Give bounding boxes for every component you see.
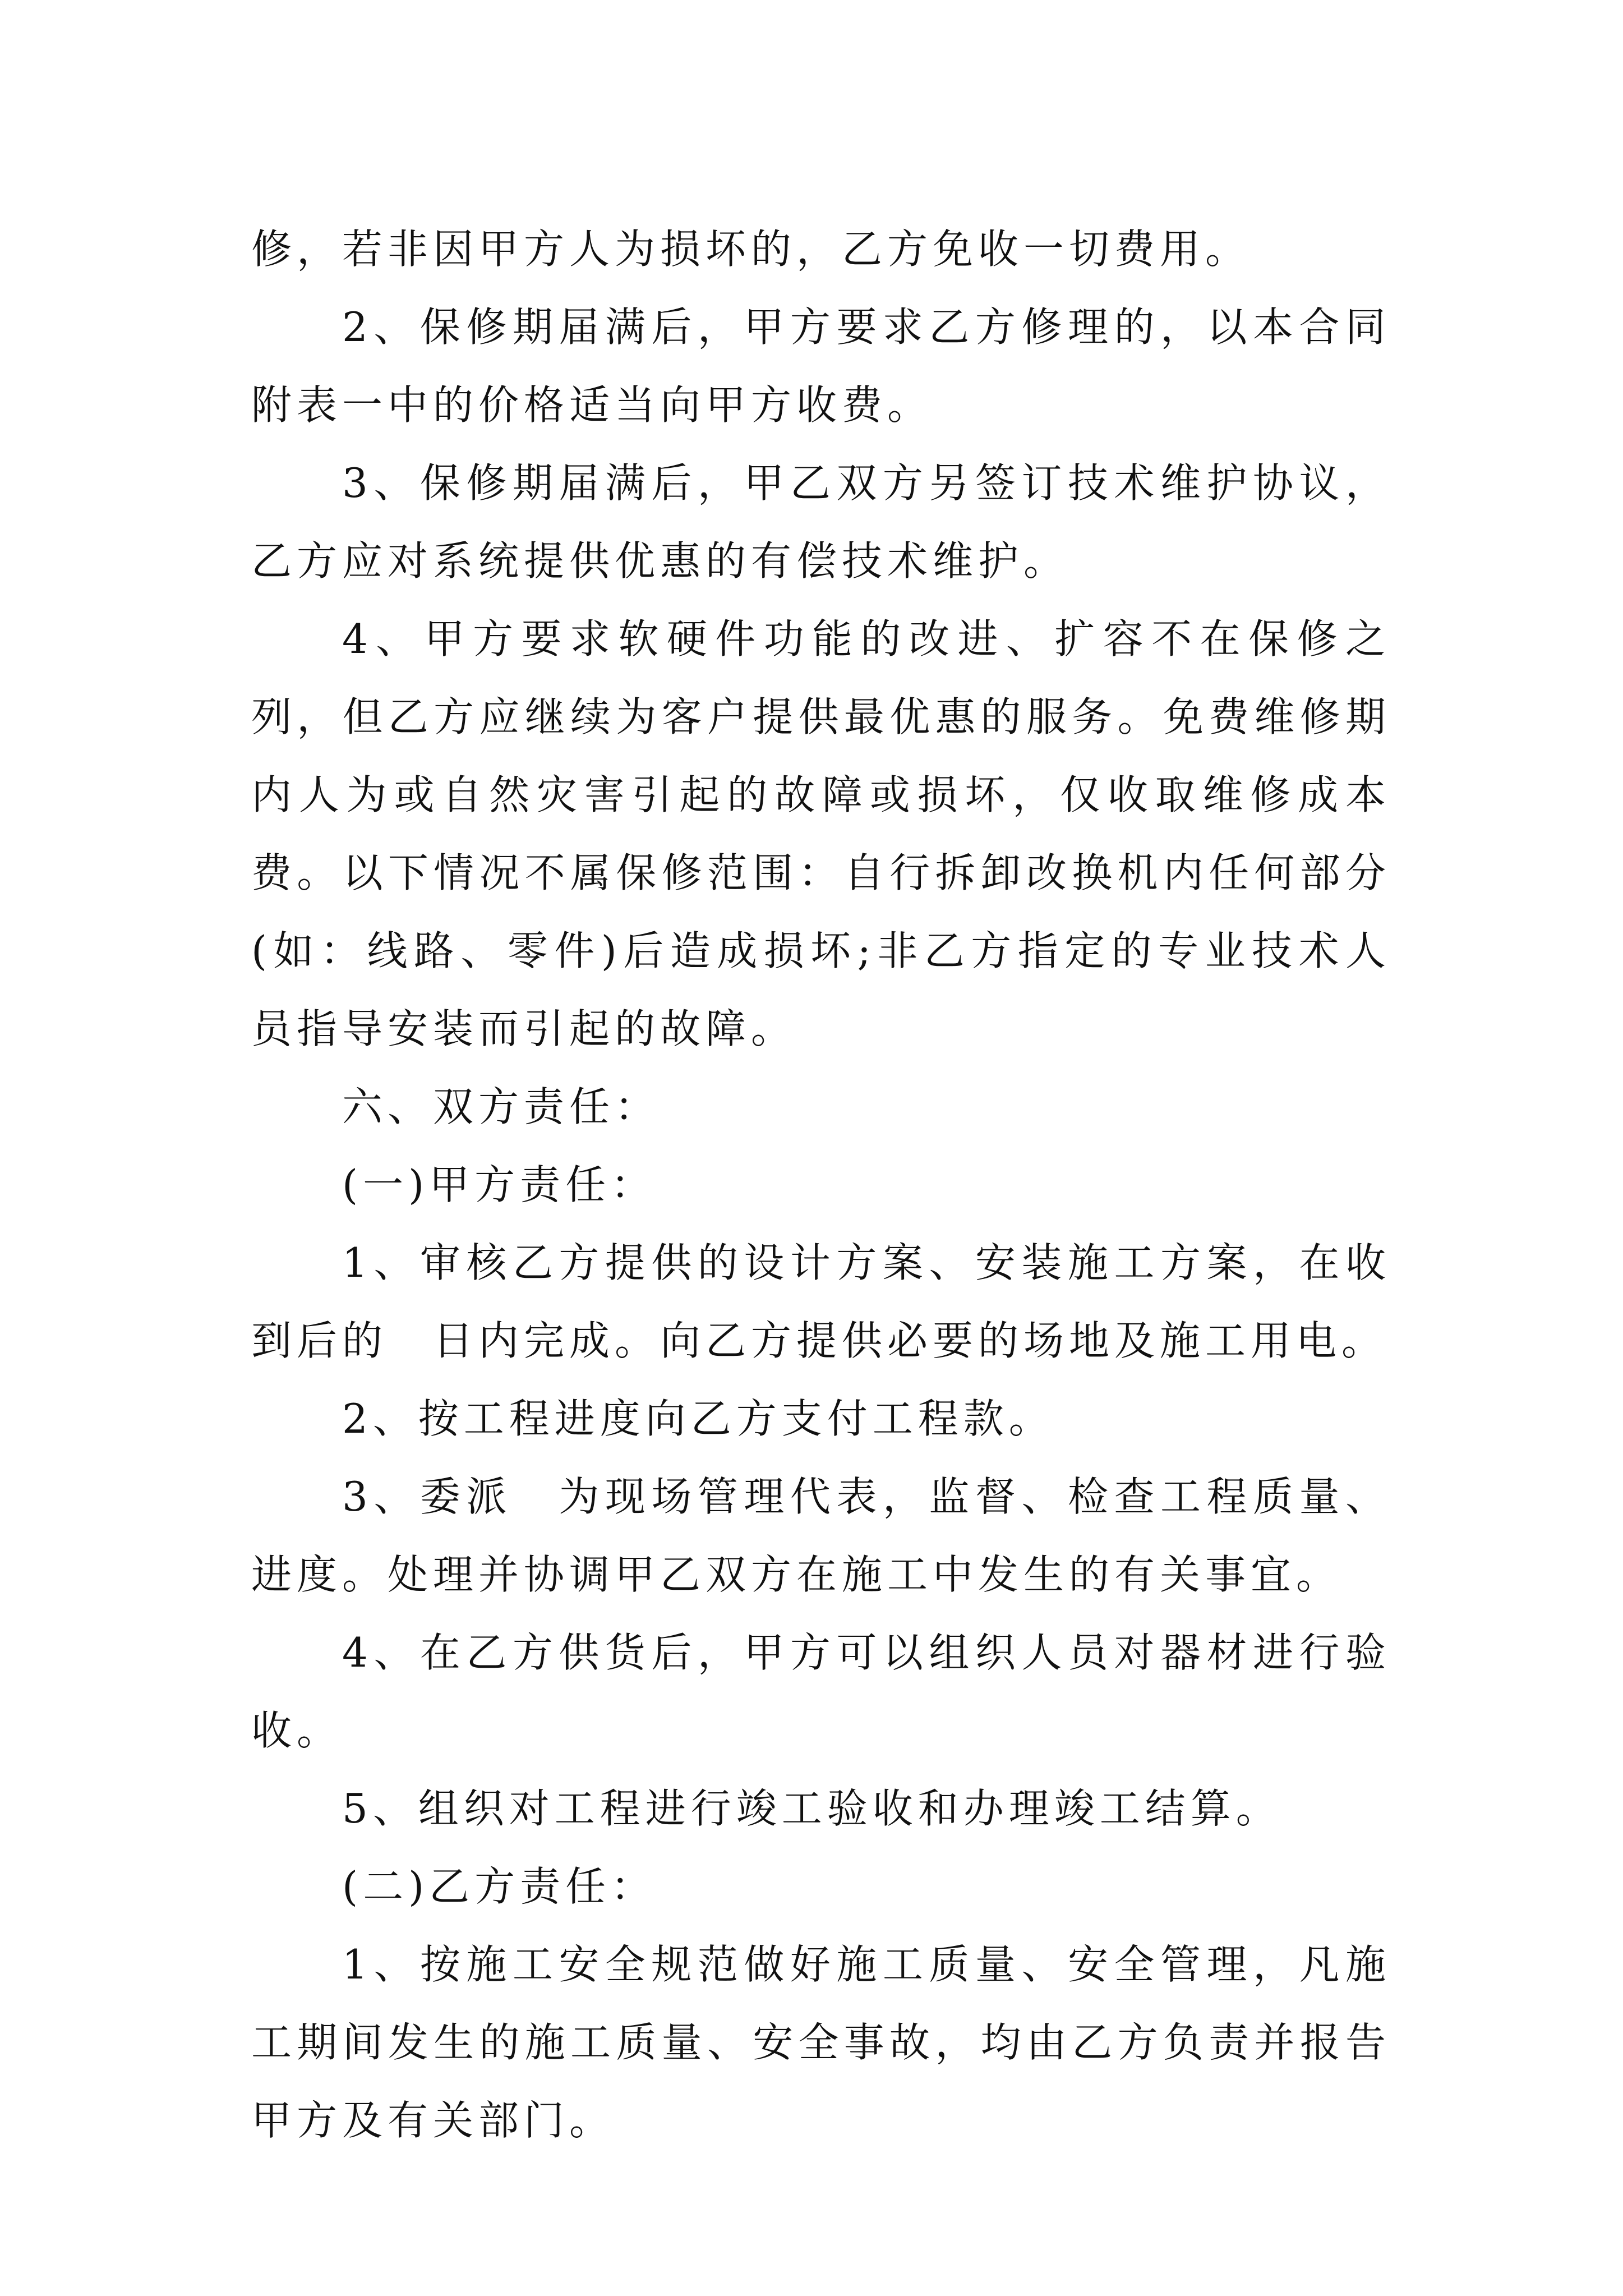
paragraph-party-a-5: 5、组织对工程进行竣工验收和办理竣工结算。 — [342, 1785, 1281, 1832]
section-heading-responsibilities: 六、双方责任： — [342, 1083, 661, 1130]
paragraph-party-b-1: 1、按施工安全规范做好施工质量、安全管理，凡施工期间发生的施工质量、安全事故，均由乙方负责并报告甲方及有关部门。 — [251, 1941, 1391, 2144]
paragraph-party-a-2: 2、按工程进度向乙方支付工程款。 — [342, 1395, 1054, 1442]
paragraph-warranty-4: 4、甲方要求软硬件功能的改进、扩容不在保修之列，但乙方应继续为客户提供最优惠的服务。免费维修期内人为或自然灾害引起的故障或损坏，仅收取维修成本费。以下情况不属保修范围：自行拆卸改换机内任何部分(如：线路、零件)后造成损坏;非乙方指定的专业技术人员指导安装而引起的故障。 — [251, 615, 1391, 1052]
subheading-party-a: (一)甲方责任： — [342, 1161, 657, 1208]
paragraph-party-a-4: 4、在乙方供货后，甲方可以组织人员对器材进行验收。 — [251, 1629, 1391, 1754]
paragraph-party-a-3: 3、委派 为现场管理代表，监督、检查工程质量、进度。处理并协调甲乙双方在施工中发生的有关事宜。 — [251, 1473, 1391, 1598]
paragraph-warranty-2: 2、保修期届满后，甲方要求乙方修理的，以本合同附表一中的价格适当向甲方收费。 — [251, 303, 1391, 429]
paragraph-warranty-3: 3、保修期届满后，甲乙双方另签订技术维护协议，乙方应对系统提供优惠的有偿技术维护。 — [251, 459, 1391, 585]
document-body — [251, 210, 1391, 2160]
paragraph-party-a-1: 1、审核乙方提供的设计方案、安装施工方案，在收到后的 日内完成。向乙方提供必要的场地及施工用电。 — [251, 1239, 1391, 1364]
subheading-party-b: (二)乙方责任： — [342, 1863, 657, 1910]
paragraph-continuation: 修，若非因甲方人为损坏的，乙方免收一切费用。 — [251, 226, 1251, 273]
